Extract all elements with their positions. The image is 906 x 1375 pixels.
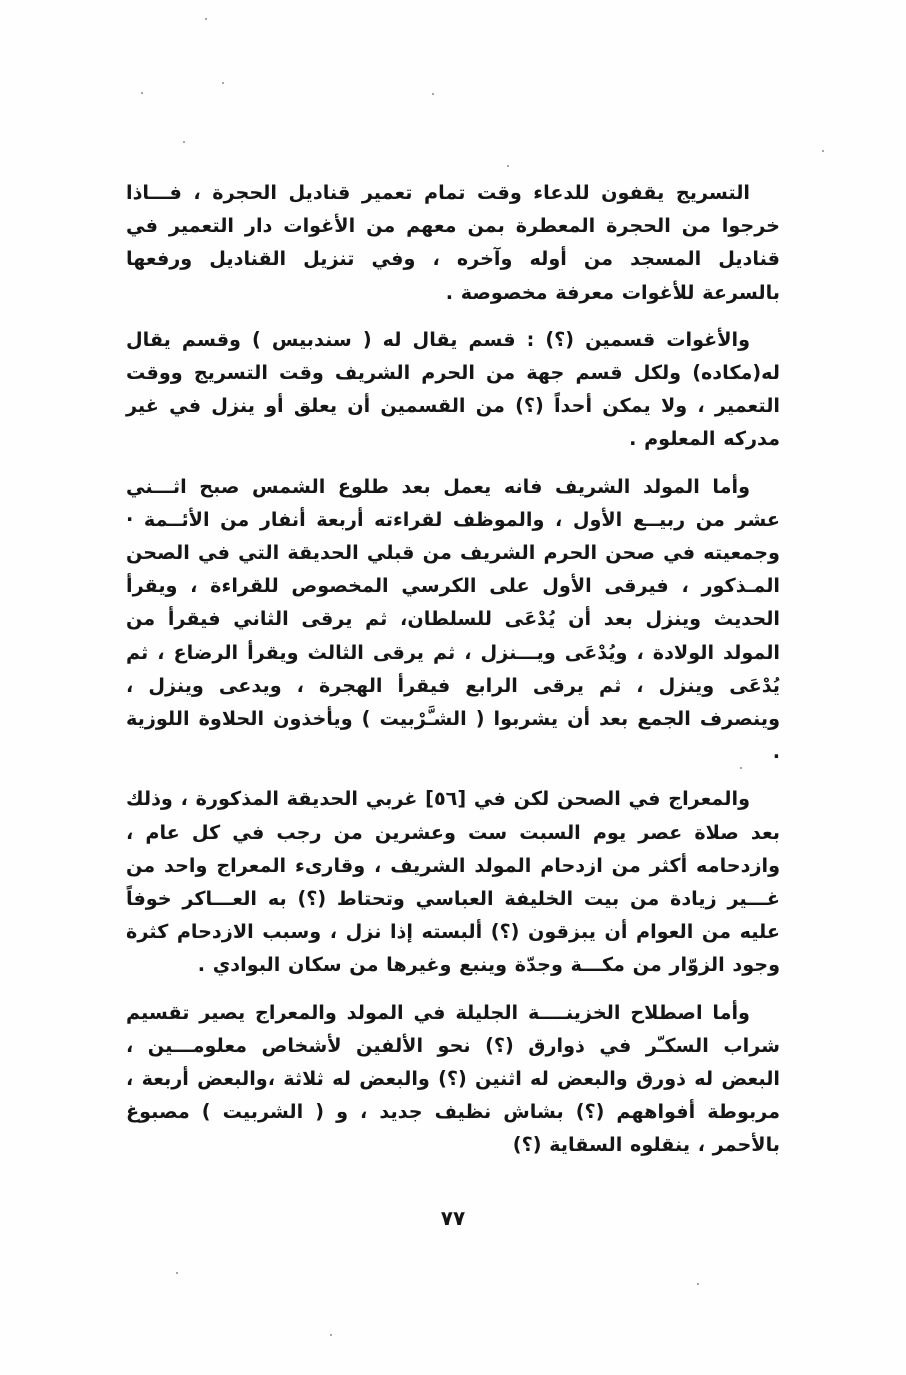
scan-speckle: [176, 1272, 178, 1274]
body-text-column: [126, 176, 780, 1162]
scan-speckle: [330, 1334, 332, 1336]
scan-speckle: [507, 165, 509, 167]
scan-speckle: [183, 141, 185, 143]
paragraph-5: وأما اصطلاح الخزينــــة الجليلة في المولد والمعراج يصير تقسيم شراب السكـّر في ذوارق (؟) نحو الألفين لأشخاص معلومـــين ، البعض له ذورق والبعض له اثنين (؟) والبعض له ثلاثة ،والبعض أربعة ، مربوطة أفواههم (؟) بشاش نظيف جديد ، و ( الشربيت ) مصبوغ بالأحمر ، ينقلوه السقاية (؟): [126, 1000, 780, 1157]
paragraph-1: التسريج يقفون للدعاء وقت تمام تعمير قناديل الحجرة ، فـــاذا خرجوا من الحجرة المعطرة بمن معهم من الأغوات دار التعمير في قناديل المسجد من أوله وآخره ، وفي تنزيل القناديل ورفعها بالسرعة للأغوات معرفة مخصوصة .: [126, 181, 780, 304]
scan-speckle: [822, 150, 824, 152]
paragraph-4: والمعراج في الصحن لكن في [٥٦] غربي الحديقة المذكورة ، وذلك بعد صلاة عصر يوم السبت ست وعشرين من رجب في كل عام ، وازدحامه أكثر من ازدحام المولد الشريف ، وقارىء المعراج واحد من غـــير زيادة من بيت الخليفة العباسي وتحتاط (؟) به العـــاكر خوفاً عليه من العوام أن يبزقون (؟) ألبسته إذا نزل ، وسبب الازدحام كثرة وجود الزوّار من مكـــة وجدّة وينبع وغيرها من سكان البوادي .: [126, 787, 780, 977]
scan-speckle: [697, 1283, 699, 1285]
scan-speckle: [432, 93, 434, 95]
scan-speckle: [141, 92, 143, 94]
paragraph-2: والأغوات قسمين (؟) : قسم يقال له ( سندبيس ) وقسم يقال له(مكاده) ولكل قسم جهة من الحرم الشريف وقت التسريج ووقت التعمير ، ولا يمكن أحداً (؟) من القسمين أن يعلق أو ينزل في غير مدركه المعلوم .: [126, 327, 780, 451]
scan-speckle: [205, 18, 207, 20]
page-number: ٧٧: [440, 1206, 466, 1230]
paragraph-3: وأما المولد الشريف فانه يعمل بعد طلوع الشمس صبح اثـــني عشر من ربيــع الأول ، والموظف لقراءته أربعة أنفار من الأئــمة · وجمعيته في صحن الحرم الشريف من قبلي الحديقة التي في الصحن المـذكور ، فيرقى الأول على الكرسي المخصوص للقراءة ، ويقرأ الحديث وينزل بعد أن يُدْعَى للسلطان، ثم يرقى الثاني فيقرأ من المولد الولادة ، ويُدْعَى ويـــنزل ، ثم يرقى الثالث ويقرأ الرضاع ، ثم يُدْعَى وينزل ، ثم يرقى الرابع فيقرأ الهجرة ، ويدعى وينزل ، وينصرف الجمع بعد أن يشربوا ( الشـَّرْبيت ) ويأخذون الحلاوة اللوزية .: [126, 474, 780, 764]
scan-speckle: [222, 82, 224, 84]
